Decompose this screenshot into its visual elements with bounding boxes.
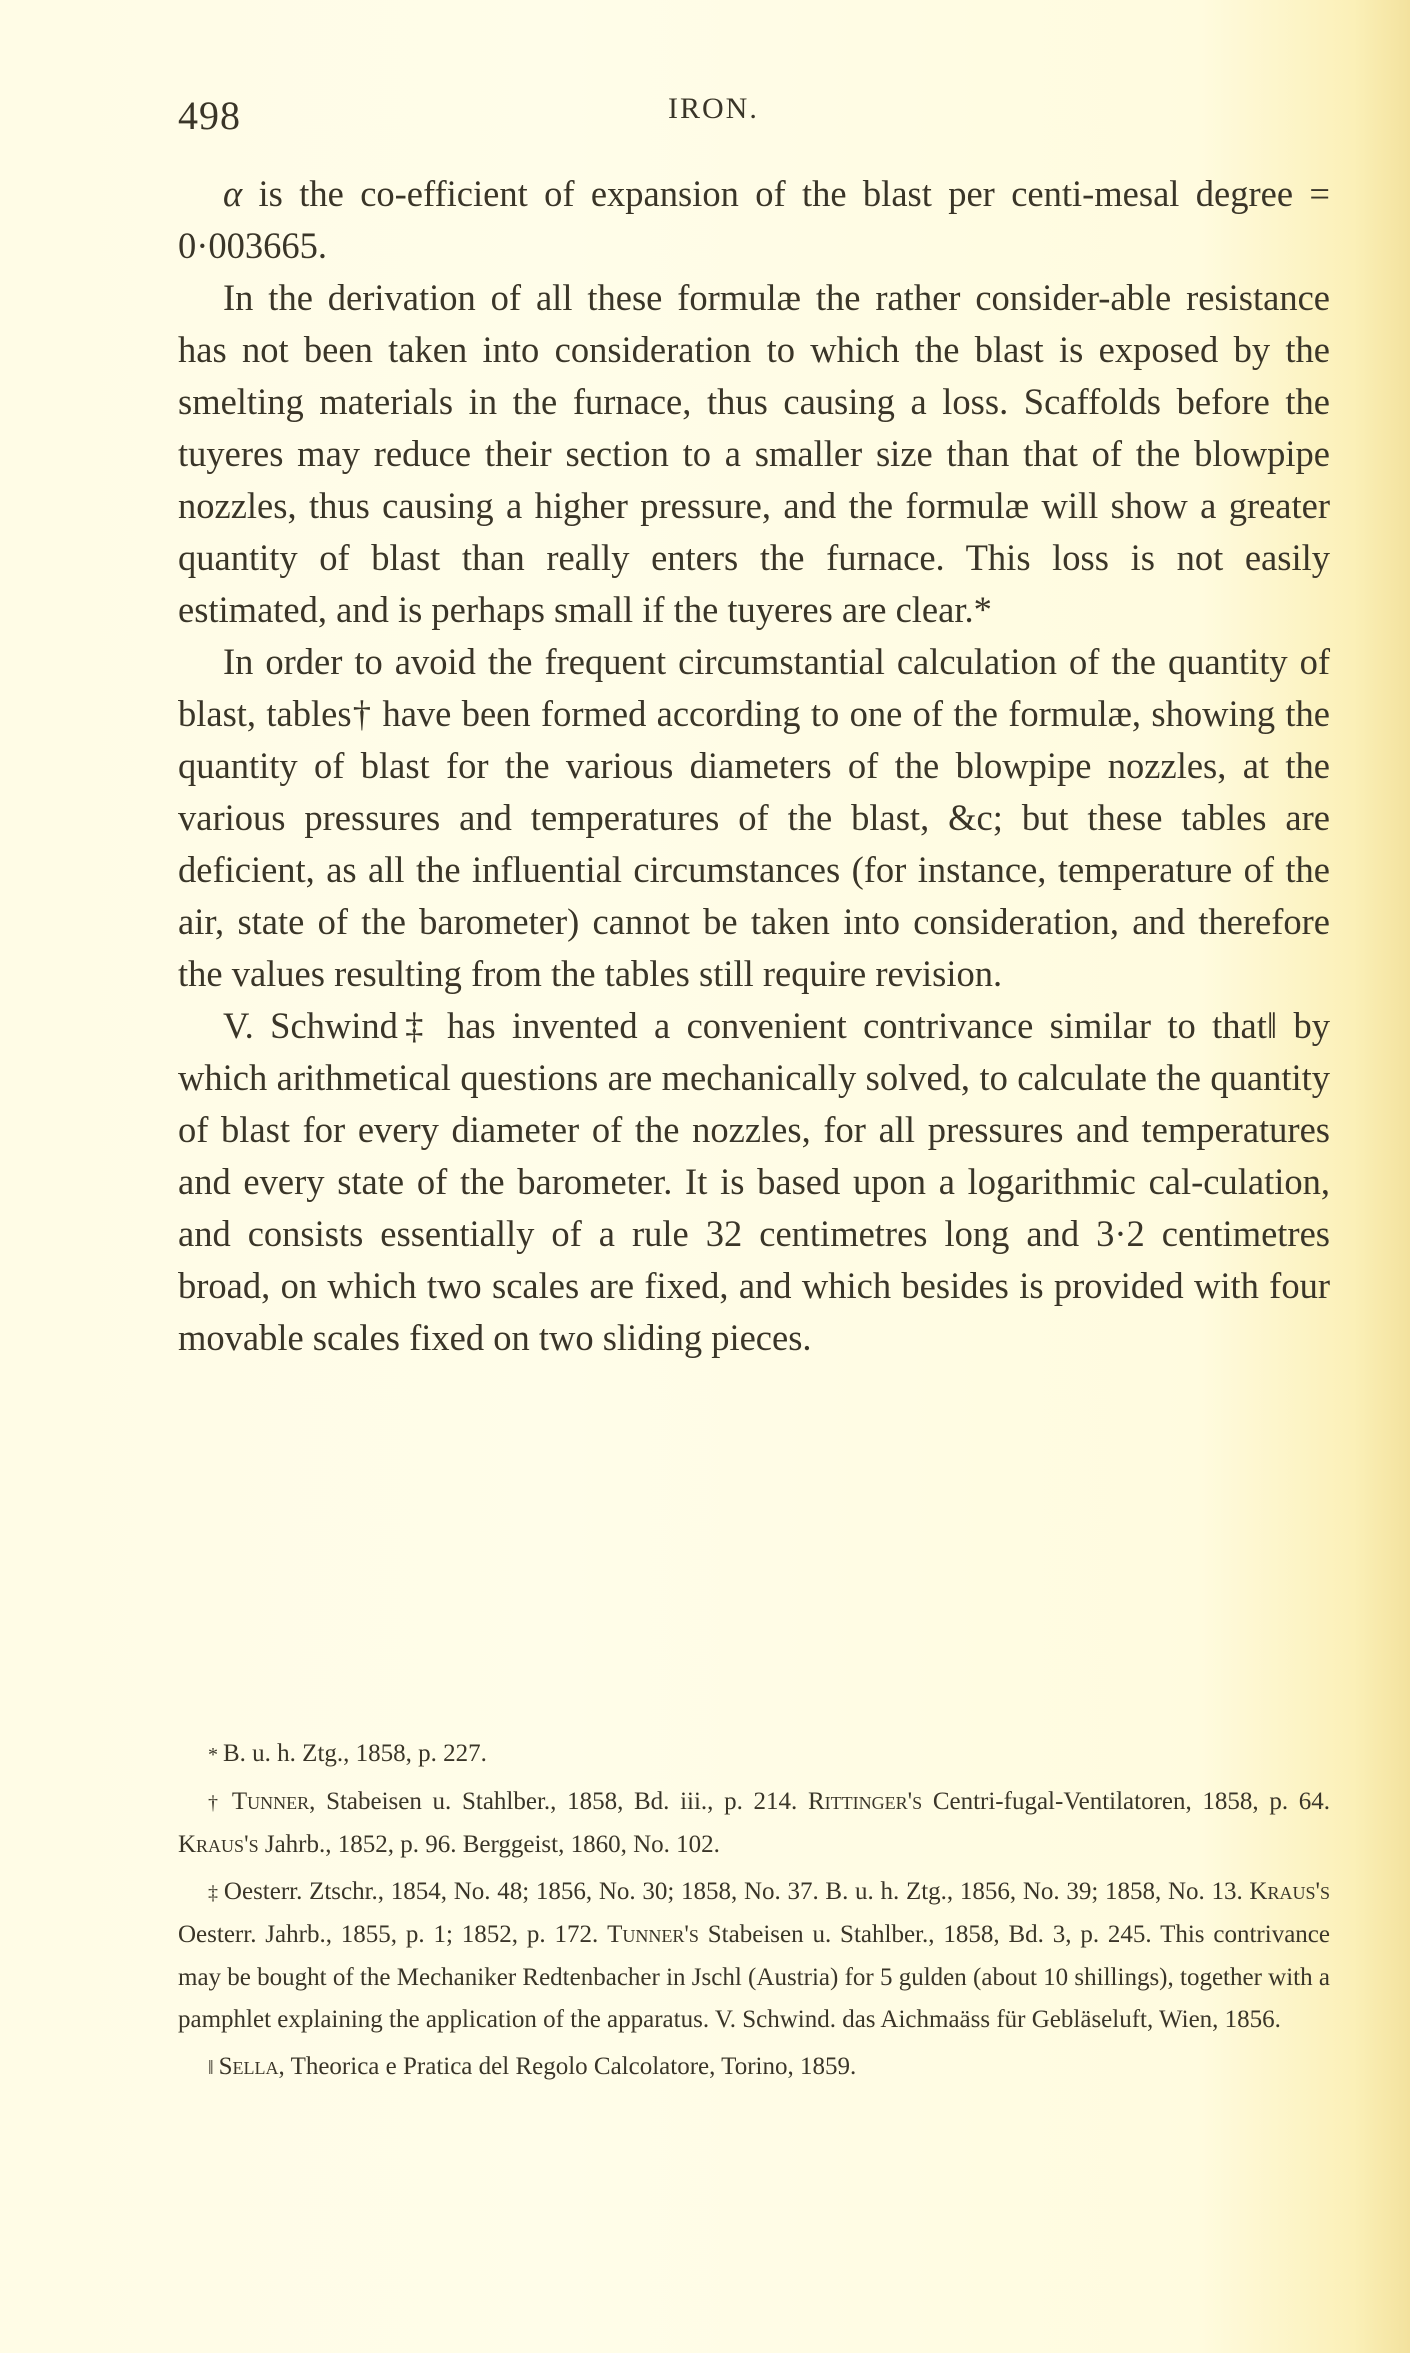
footnotes [178,1733,1330,2089]
paragraph-schwind-contrivance: V. Schwind‡ has invented a convenient contrivance similar to that‖ by which arithmetical questions are mechanically solved, to calculate the quantity of blast for every diameter of the nozzles, for all pressures and temperatures and every state of the barometer. It is based upon a logarithmic cal-culation, and consists essentially of a rule 32 centimetres long and 3·2 centimetres broad, on which two scales are fixed, and which besides is provided with four movable scales fixed on two sliding pieces. [178,1005,1330,1358]
footnote [178,1733,1330,1777]
footnote-author: Rittinger's [807,1787,923,1815]
alpha-symbol: α [223,173,243,214]
footnote-author: Kraus's [178,1831,259,1858]
footnote-author: Tunner [231,1787,310,1815]
footnote [178,2046,1330,2090]
footnote-author: Tunner's [607,1921,699,1948]
footnote-mark: ‡ [208,1881,224,1904]
paragraph-tables: In order to avoid the frequent circumstantial calculation of the quantity of blast, tables† have been formed according to one of the formulæ, showing the quantity of blast for the various diameters of the blowpipe nozzles, at the various pressures and temperatures of the blast, &c; but these tables are deficient, as all the influential circumstances (for instance, temperature of the air, state of the barometer) cannot be taken into consideration, and therefore the values resulting from the tables still require revision. [178,641,1330,994]
footnote [178,1781,1330,1867]
footnote-text: Centri-fugal-Ventilatoren, 1858, p. 64. [922,1787,1331,1815]
footnote [178,1871,1330,2042]
footnote-mark: ‖ [208,2056,219,2079]
footnote-text: Stabeisen u. Stahlber., 1858, Bd. 3, p. 245. This contrivance may be bought of the Mechaniker Redtenbacher in Jschl (Austria) for 5 gulden (about 10 shillings), together with a pamphlet explaining the application of the apparatus. V. Schwind. das Aichmaäss für Gebläseluft, Wien, 1856. [178,1921,1330,2033]
footnote-text: Oesterr. Ztschr., 1854, No. 48; 1856, No. 30; 1858, No. 37. B. u. h. Ztg., 1856, No. 39; 1858, No. 13. [223,1877,1250,1905]
running-head [178,88,1330,148]
running-title: IRON. [668,92,759,125]
footnote-text: Jahrb., 1852, p. 96. Berggeist, 1860, No. 102. [258,1831,720,1858]
footnote-text: Oesterr. Jahrb., 1855, p. 1; 1852, p. 172. [178,1921,608,1948]
page-number: 498 [178,93,241,138]
paragraph-text: is the co-efficient of expansion of the blast per centi-mesal degree = 0·003665. [178,173,1330,266]
paragraph-alpha-definition [178,168,1330,272]
footnote-author: Kraus's [1249,1877,1331,1905]
footnote-text: , Theorica e Pratica del Regolo Calcolatore, Torino, 1859. [278,2052,857,2080]
body-text [178,168,1330,1364]
footnote-mark: † [208,1791,232,1814]
paragraph-resistance: In the derivation of all these formulæ the rather consider-able resistance has not been taken into consideration to which the blast is exposed by the smelting materials in the furnace, thus causing a loss. Scaffolds before the tuyeres may reduce their section to a smaller size than that of the blowpipe nozzles, thus causing a higher pressure, and the formulæ will show a greater quantity of blast than really enters the furnace. This loss is not easily estimated, and is perhaps small if the tuyeres are clear.* [178,277,1330,630]
footnote-text: , Stabeisen u. Stahlber., 1858, Bd. iii., p. 214. [309,1787,808,1815]
footnote-author: Sella [218,2052,279,2080]
footnote-text: B. u. h. Ztg., 1858, p. 227. [223,1740,487,1767]
footnote-mark: * [208,1744,223,1766]
